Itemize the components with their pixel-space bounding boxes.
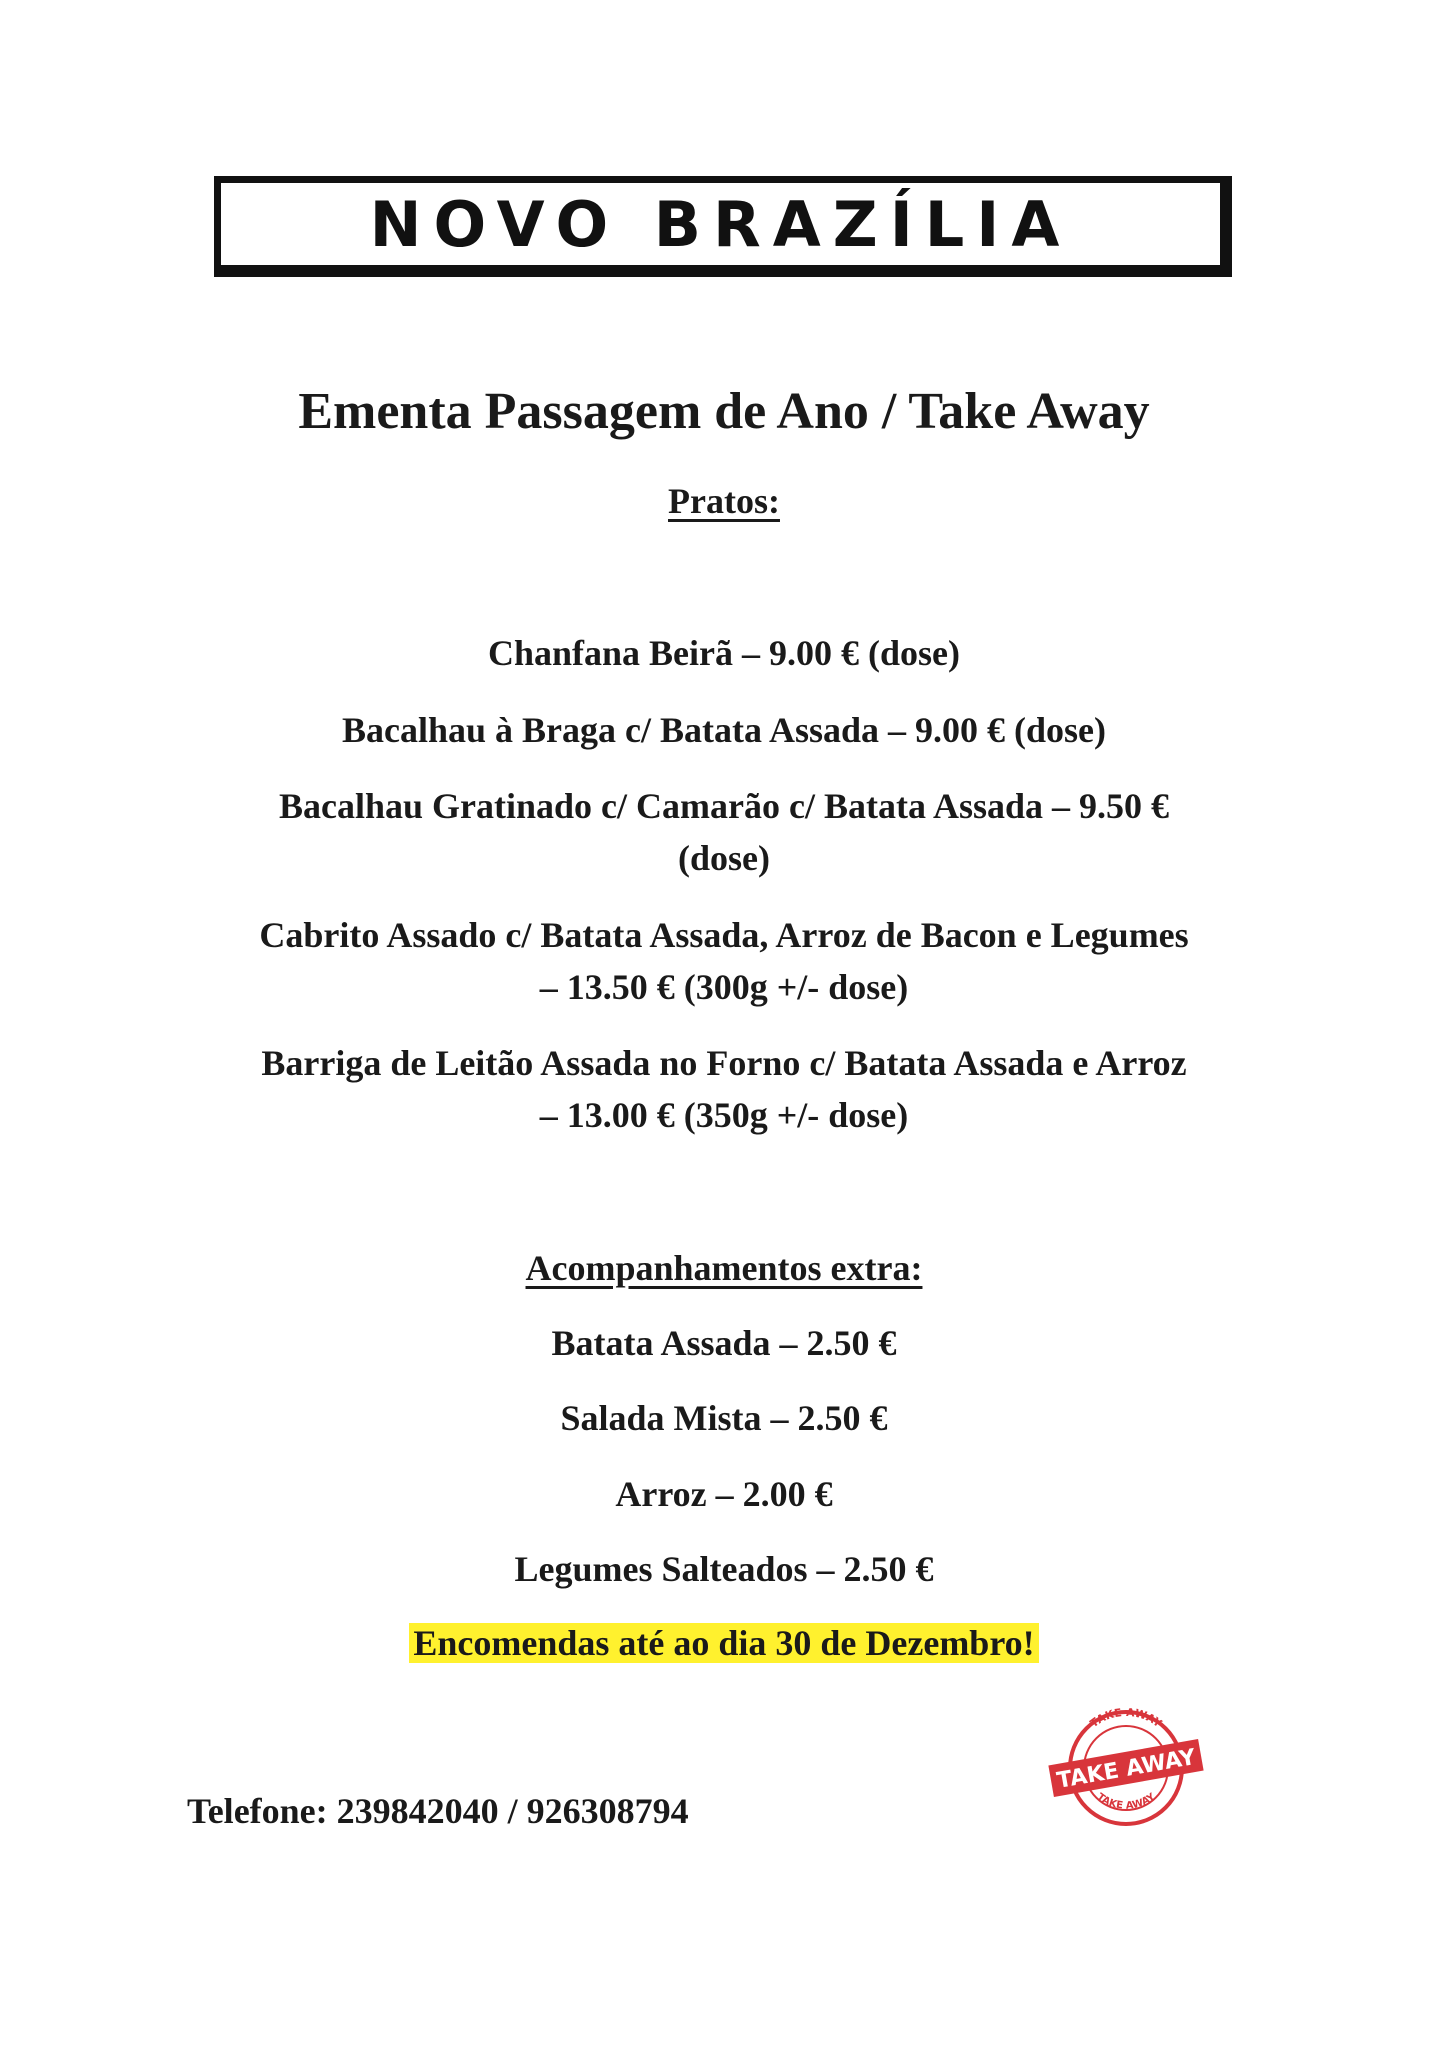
phone-number: Telefone: 239842040 / 926308794 [187, 1791, 689, 1831]
stamp-ring-top-text: TAKE AWAY [1087, 1706, 1165, 1731]
stamp-ring-bottom-text: TAKE AWAY [1094, 1791, 1158, 1812]
dish-item: Chanfana Beirã – 9.00 € (dose) [487, 633, 960, 673]
dish-item: Cabrito Assado c/ Batata Assada, Arroz de Bacon e Legumes [259, 915, 1189, 955]
dish-item-continued: – 13.00 € (350g +/- dose) [539, 1095, 909, 1135]
dish-item-continued: – 13.50 € (300g +/- dose) [539, 967, 909, 1007]
extra-item: Arroz – 2.00 € [615, 1474, 833, 1514]
extras-heading: Acompanhamentos extra: [525, 1248, 923, 1288]
dish-item: Barriga de Leitão Assada no Forno c/ Batata Assada e Arroz [261, 1043, 1187, 1083]
dish-item: Bacalhau Gratinado c/ Camarão c/ Batata Assada – 9.50 € [278, 786, 1169, 826]
restaurant-logo [214, 176, 1232, 272]
extra-item: Batata Assada – 2.50 € [551, 1323, 897, 1363]
extra-item: Legumes Salteados – 2.50 € [514, 1549, 934, 1589]
stamp-text: TAKE AWAY [1055, 1744, 1198, 1794]
dishes-heading: Pratos: [668, 481, 780, 521]
take-away-stamp-icon [1046, 1706, 1206, 1830]
order-deadline-notice: Encomendas até ao dia 30 de Dezembro! [409, 1623, 1038, 1663]
restaurant-name: NOVO BRAZÍLIA [369, 187, 1072, 261]
dish-item: Bacalhau à Braga c/ Batata Assada – 9.00 € (dose) [341, 710, 1107, 750]
svg-text:TAKE AWAY [1088, 1706, 1165, 1731]
menu-title: Ementa Passagem de Ano / Take Away [298, 383, 1150, 440]
svg-text:TAKE AWAY [1095, 1791, 1158, 1812]
extra-item: Salada Mista – 2.50 € [560, 1398, 888, 1438]
dish-item-continued: (dose) [678, 838, 770, 878]
